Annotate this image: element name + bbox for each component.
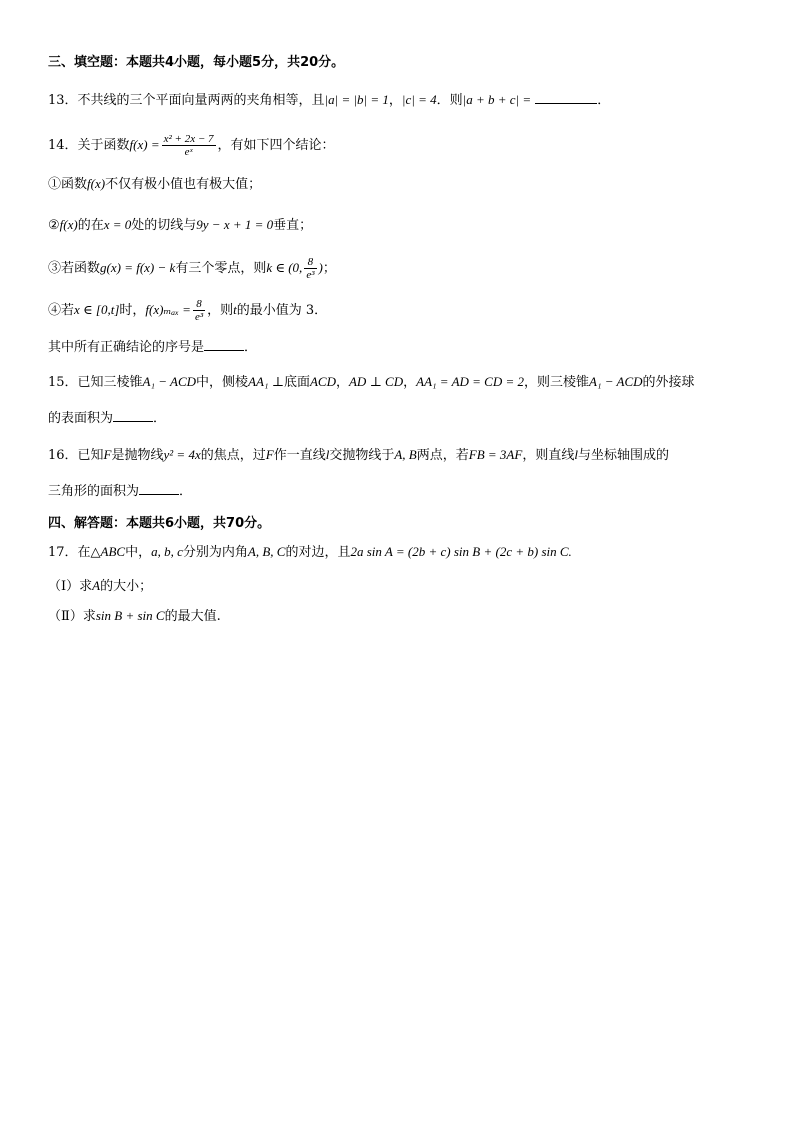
q16-answer-blank[interactable] xyxy=(139,482,179,495)
question-17-part-1: （Ⅰ）求A的大小； xyxy=(48,578,153,594)
question-14-intro: 14．关于函数f(x) = $\frac{\text{x² + 2x − 7}}{\text{eˣ}}$ ，有如下四个结论： xyxy=(48,133,335,158)
section-3-heading: 三、填空题：本题共4小题，每小题5分，共20分。 xyxy=(48,55,345,70)
q13-text: 13．不共线的三个平面向量两两的夹角相等，且 xyxy=(48,93,325,108)
q13-math-c: |a + b + c| = xyxy=(462,92,532,107)
q13-math-a: |a| = |b| = 1 xyxy=(324,92,389,107)
q14-c3-fraction: $\frac{8}{\text{e³}}$ xyxy=(306,256,315,281)
q13-answer-blank[interactable] xyxy=(535,91,597,104)
q14-conclusion-prompt: 其中所有正确结论的序号是 ． xyxy=(48,340,258,355)
q15-answer-blank[interactable] xyxy=(113,409,153,422)
question-16-line-2: 三角形的面积为 ． xyxy=(48,484,193,499)
section-4-heading: 四、解答题：本题共6小题，共70分。 xyxy=(48,516,271,531)
q14-conclusion-4: ④若x ∈ [0,t]时，f(x)ₘₐₓ = $\frac{8}{\text{e³}}$ ，则t的最小值为 3． xyxy=(48,298,328,323)
q13-math-b: |c| = 4 xyxy=(401,92,437,107)
question-15: 15．已知三棱锥A₁ − ACD中，侧棱AA₁ ⊥底面ACD，AD ⊥ CD，AA₁ = AD = CD = 2，则三棱锥A₁ − ACD的外接球 xyxy=(48,374,695,390)
q14-fraction: $\frac{\text{x² + 2x − 7}}{\text{eˣ}}$ xyxy=(163,133,214,158)
question-17: 17．在△ABC中，a, b, c分别为内角A, B, C的对边，且2a sin A = (2b + c) sin B + (2c + b) sin C. xyxy=(48,544,572,560)
question-16: 16．已知F是抛物线y² = 4x的焦点，过F作一直线l交抛物线于A, B两点，若FB = 3AF，则直线l与坐标轴围成的 xyxy=(48,447,669,463)
q14-function: f(x) = xyxy=(129,137,160,152)
q14-conclusion-3: ③若函数g(x) = f(x) − k有三个零点，则k ∈ (0, $\frac{8}{\text{e³}}$ )； xyxy=(48,256,336,281)
question-13: 13．不共线的三个平面向量两两的夹角相等，且|a| = |b| = 1，|c| = 4．则|a + b + c| = ． xyxy=(48,92,611,108)
q14-c4-fraction: $\frac{8}{\text{e³}}$ xyxy=(194,298,204,323)
q14-answer-blank[interactable] xyxy=(204,338,244,351)
q14-conclusion-1: ①函数f(x)不仅有极小值也有极大值； xyxy=(48,176,262,192)
question-17-part-2: （Ⅱ）求sin B + sin C的最大值. xyxy=(48,608,221,624)
q14-conclusion-2: ②f(x)的在x = 0处的切线与9y − x + 1 = 0垂直； xyxy=(48,217,313,233)
question-15-line-2: 的表面积为 ． xyxy=(48,411,167,426)
